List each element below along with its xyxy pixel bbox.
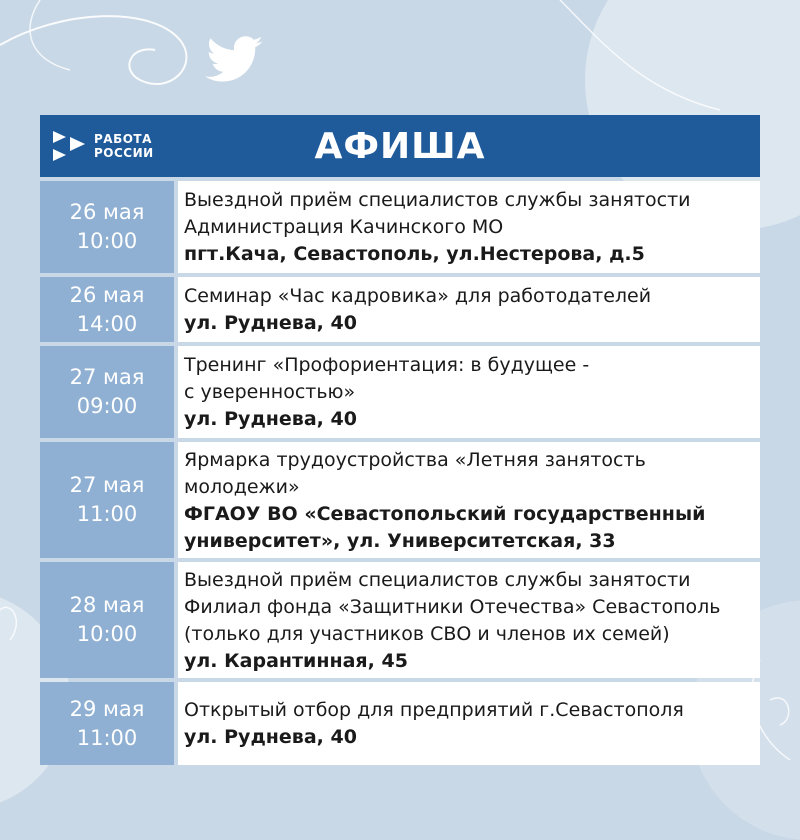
event-row	[40, 181, 760, 273]
event-address: университет», ул. Университетская, 33	[184, 529, 616, 552]
event-row	[40, 346, 760, 438]
event-description-line: с уверенностью»	[184, 381, 356, 403]
event-address: ул. Руднева, 40	[184, 408, 357, 430]
event-row	[40, 682, 760, 765]
brand-line-2: РОССИИ	[94, 146, 154, 160]
event-row	[40, 562, 760, 678]
event-datetime	[40, 562, 174, 678]
brand-logo	[50, 127, 154, 165]
brand-line-1: РАБОТА	[94, 132, 152, 146]
event-datetime	[40, 181, 174, 273]
bird-icon	[205, 30, 265, 90]
event-address: ФГАОУ ВО «Севастопольский государственный	[184, 502, 706, 525]
event-datetime	[40, 277, 174, 342]
event-date: 28 мая	[69, 593, 145, 617]
event-description-line: Семинар «Час кадровика» для работодателей	[184, 285, 652, 307]
event-info	[178, 277, 760, 342]
schedule-poster	[40, 115, 760, 765]
event-date: 26 мая	[69, 200, 145, 224]
event-description-line: молодежи»	[184, 475, 300, 498]
event-time: 10:00	[76, 229, 138, 253]
poster-header	[40, 115, 760, 177]
event-date: 29 мая	[69, 696, 145, 721]
event-row	[40, 442, 760, 558]
event-time: 14:00	[76, 311, 138, 336]
event-description-line: (только для участников СВО и членов их семей)	[184, 622, 670, 645]
event-info	[178, 562, 760, 678]
event-info	[178, 442, 760, 558]
event-time: 11:00	[76, 502, 138, 526]
event-row	[40, 277, 760, 342]
event-description-line: Тренинг «Профориентация: в будущее -	[184, 354, 590, 376]
brand-name	[94, 132, 154, 160]
event-time: 09:00	[76, 394, 138, 418]
event-time: 10:00	[76, 622, 138, 646]
event-info	[178, 346, 760, 438]
event-address: ул. Руднева, 40	[184, 312, 357, 334]
event-date: 27 мая	[69, 365, 145, 389]
event-date: 27 мая	[69, 473, 145, 497]
event-address: пгт.Кача, Севастополь, ул.Нестерова, д.5	[184, 243, 645, 265]
event-description-line: Выездной приём специалистов службы занятости	[184, 568, 691, 591]
event-address: ул. Карантинная, 45	[184, 649, 408, 672]
event-datetime	[40, 442, 174, 558]
event-description-line: Администрация Качинского МО	[184, 216, 504, 238]
event-info	[178, 181, 760, 273]
poster-title: АФИША	[314, 125, 486, 167]
event-description-line: Филиал фонда «Защитники Отечества» Севастополь	[184, 595, 721, 618]
rabota-rossii-logo-icon	[50, 127, 88, 165]
event-time: 11:00	[76, 725, 138, 750]
event-date: 26 мая	[69, 282, 145, 307]
event-description-line: Выездной приём специалистов службы занятости	[184, 189, 691, 211]
event-datetime	[40, 682, 174, 765]
event-description-line: Ярмарка трудоустройства «Летняя занятость	[184, 448, 646, 471]
event-address: ул. Руднева, 40	[184, 726, 357, 748]
event-description-line: Открытый отбор для предприятий г.Севастополя	[184, 699, 684, 721]
event-info	[178, 682, 760, 765]
event-datetime	[40, 346, 174, 438]
